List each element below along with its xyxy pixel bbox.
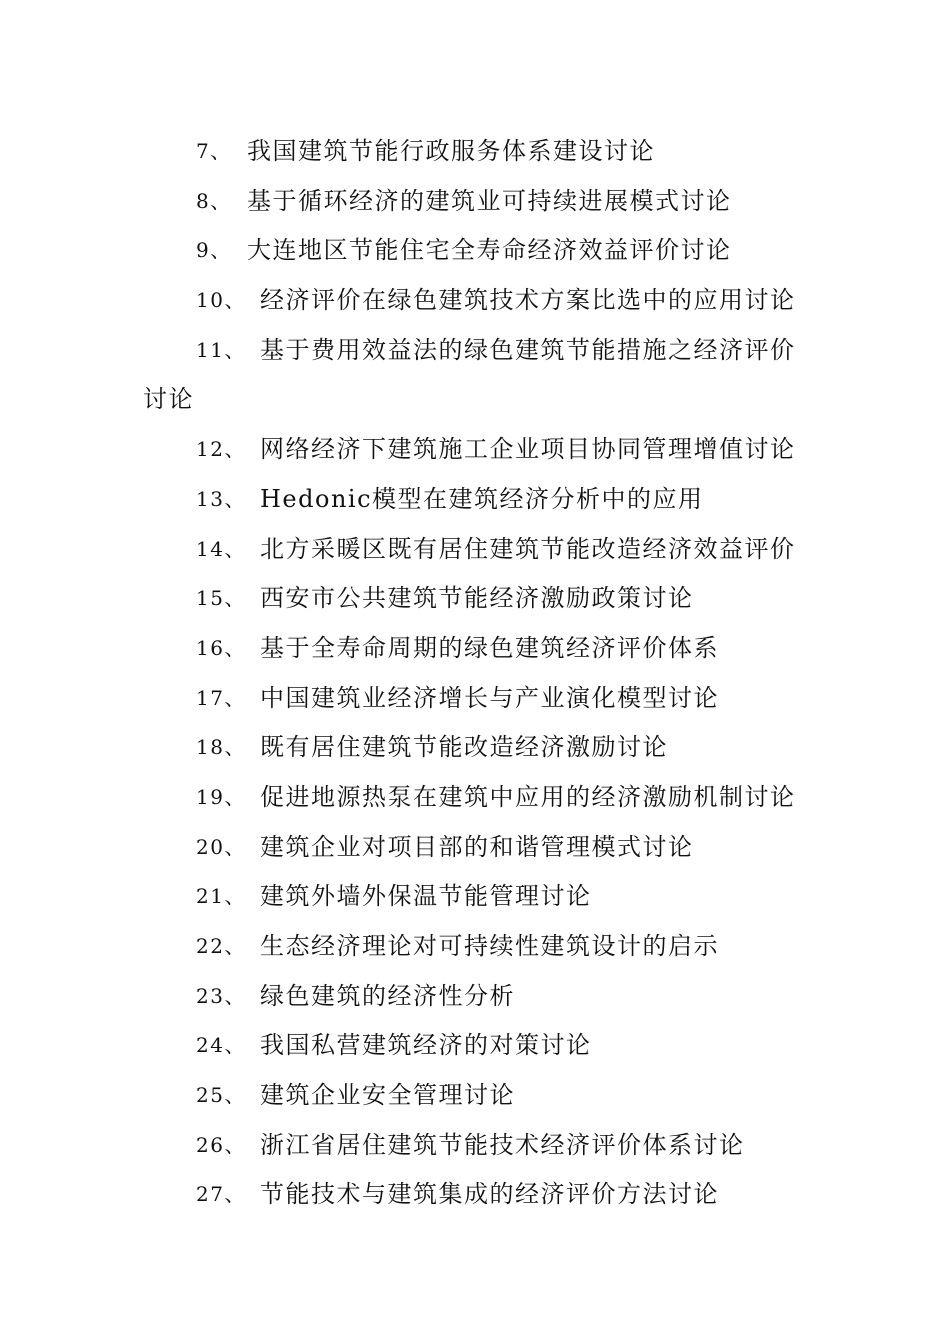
item-number: 20、 — [196, 834, 246, 859]
item-title: 我国私营建筑经济的对策讨论 — [260, 1031, 592, 1060]
item-title: 大连地区节能住宅全寿命经济效益评价讨论 — [247, 236, 732, 265]
item-title: 中国建筑业经济增长与产业演化模型讨论 — [260, 683, 719, 712]
list-item — [0, 972, 950, 1022]
item-number: 9、 — [196, 238, 232, 263]
list-item — [0, 1021, 950, 1071]
item-number: 25、 — [196, 1083, 246, 1108]
item-number: 18、 — [196, 735, 246, 760]
list-item — [0, 1071, 950, 1121]
item-number: 7、 — [196, 139, 232, 163]
item-number: 8、 — [196, 188, 232, 213]
list-item — [0, 475, 950, 525]
item-number: 19、 — [196, 784, 246, 809]
item-title: 建筑外墙外保温节能管理讨论 — [260, 882, 592, 911]
list-item — [0, 723, 950, 773]
list-item — [0, 525, 950, 575]
item-title: 网络经济下建筑施工企业项目协同管理增值讨论 — [260, 435, 796, 464]
item-title: Hedonic模型在建筑经济分析中的应用 — [260, 484, 704, 513]
list-item — [0, 624, 950, 674]
list-item — [0, 1170, 950, 1220]
list-item — [0, 425, 950, 475]
item-number: 24、 — [196, 1033, 246, 1058]
list-item — [0, 773, 950, 823]
item-title: 既有居住建筑节能改造经济激励讨论 — [260, 733, 668, 762]
list-item — [0, 574, 950, 624]
item-number: 13、 — [196, 486, 246, 511]
item-title: 经济评价在绿色建筑技术方案比选中的应用讨论 — [260, 286, 796, 315]
item-number: 22、 — [196, 934, 246, 959]
item-title: 北方采暖区既有居住建筑节能改造经济效益评价 — [260, 534, 796, 563]
item-number: 15、 — [196, 586, 246, 611]
item-number: 16、 — [196, 635, 246, 660]
reference-list — [0, 127, 950, 1220]
item-title-continuation: 讨论 — [143, 385, 194, 414]
item-number: 17、 — [196, 685, 246, 710]
item-number: 26、 — [196, 1132, 246, 1157]
item-number: 11、 — [196, 337, 246, 362]
item-number: 23、 — [196, 983, 246, 1008]
item-number: 10、 — [196, 288, 246, 313]
list-item — [0, 326, 950, 425]
item-title: 浙江省居住建筑节能技术经济评价体系讨论 — [260, 1130, 745, 1159]
item-title: 我国建筑节能行政服务体系建设讨论 — [247, 137, 655, 165]
item-title: 促进地源热泵在建筑中应用的经济激励机制讨论 — [260, 782, 796, 811]
item-title: 绿色建筑的经济性分析 — [260, 981, 515, 1010]
list-item — [0, 922, 950, 972]
list-item — [0, 276, 950, 326]
item-number: 21、 — [196, 884, 246, 909]
item-title: 节能技术与建筑集成的经济评价方法讨论 — [260, 1180, 719, 1209]
list-item — [0, 1121, 950, 1171]
list-item — [0, 226, 950, 276]
item-number: 14、 — [196, 536, 246, 561]
list-item — [0, 674, 950, 724]
item-title: 西安市公共建筑节能经济激励政策讨论 — [260, 584, 694, 613]
item-title: 基于循环经济的建筑业可持续进展模式讨论 — [247, 186, 732, 215]
item-title: 基于全寿命周期的绿色建筑经济评价体系 — [260, 633, 719, 662]
item-title: 生态经济理论对可持续性建筑设计的启示 — [260, 932, 719, 961]
list-item — [0, 823, 950, 873]
item-title: 建筑企业安全管理讨论 — [260, 1081, 515, 1110]
item-number: 27、 — [196, 1182, 246, 1207]
list-item — [0, 177, 950, 227]
list-item — [0, 872, 950, 922]
item-title: 建筑企业对项目部的和谐管理模式讨论 — [260, 832, 694, 861]
item-title: 基于费用效益法的绿色建筑节能措施之经济评价 — [260, 335, 796, 364]
list-item — [0, 127, 950, 177]
item-number: 12、 — [196, 437, 246, 462]
